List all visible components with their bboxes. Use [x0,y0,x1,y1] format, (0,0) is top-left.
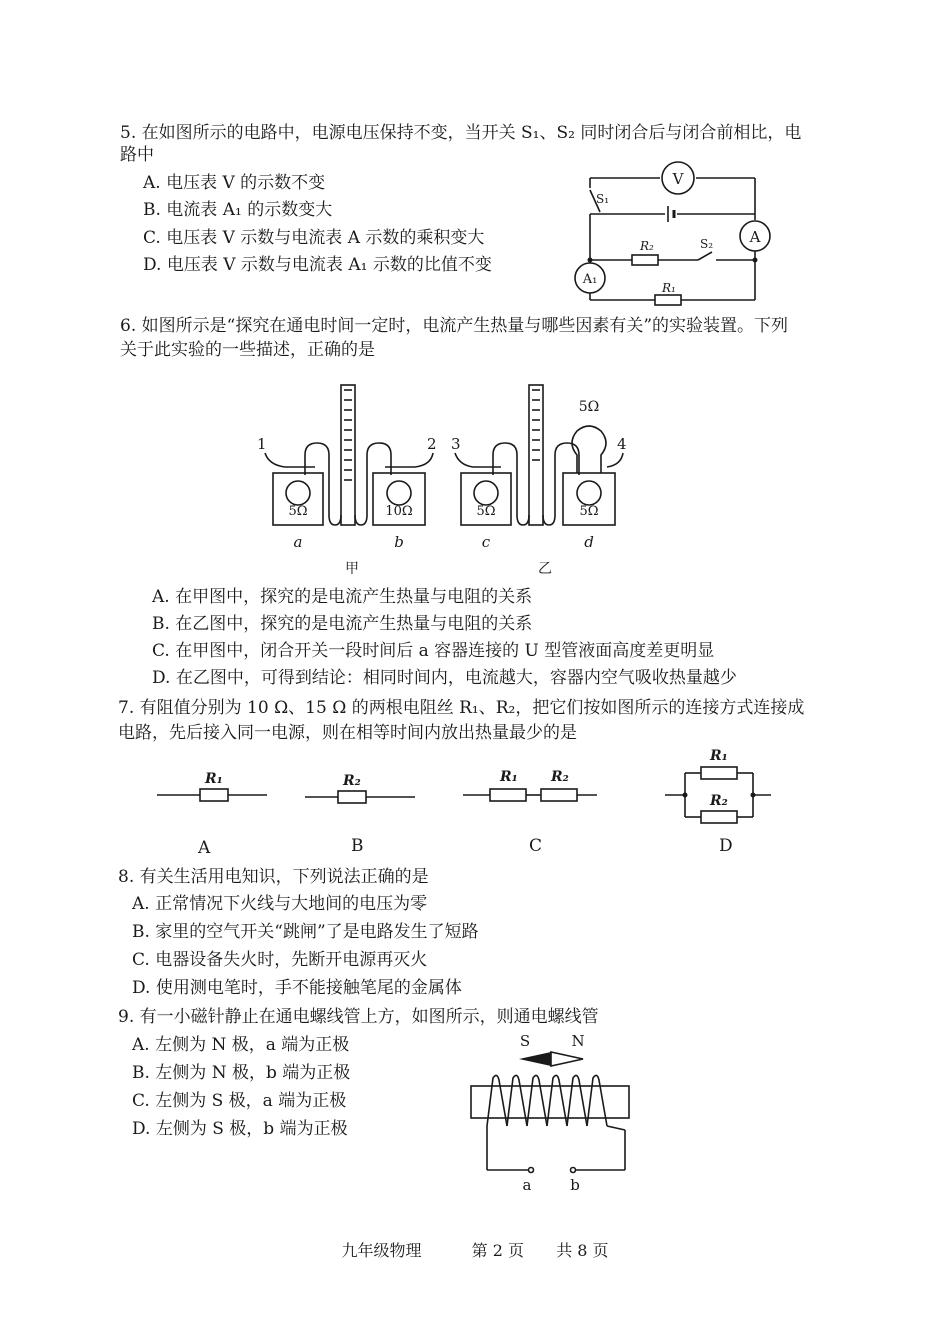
container-label-d: d [584,533,594,551]
q9-option-a: A. 左侧为 N 极，a 端为正极 [132,1035,350,1055]
q5-option-d: D. 电压表 V 示数与电流表 A₁ 示数的比值不变 [143,255,492,275]
figure-b-label: R₂ [343,773,361,789]
figure-d-label1: R₁ [710,748,728,764]
outer-resistor-coil [572,426,606,473]
outer-resistor-label: 5Ω [578,399,600,415]
q7-letter-c: C [529,836,543,856]
needle-s-label: S [519,1032,531,1050]
figure-b [305,773,415,803]
q8-stem: 8. 有关生活用电知识，下列说法正确的是 [118,867,429,887]
footer-subject: 九年级物理 [341,1241,422,1260]
figure-c [463,769,597,801]
compass-needle-left-icon [519,1052,551,1066]
q7-stem-line2: 电路，先后接入同一电源，则在相等时间内放出热量最少的是 [118,723,577,743]
resistor-r1-icon [655,295,681,305]
container-label-b: b [394,533,404,551]
q6-stem-line2: 关于此实验的一些描述，正确的是 [120,340,375,360]
q9-stem: 9. 有一小磁针静止在通电螺线管上方，如图所示，则通电螺线管 [118,1007,599,1027]
wire-label-1: 1 [257,435,267,453]
terminal-b [571,1168,576,1173]
resistor-r2-icon [632,255,658,265]
q9-option-d: D. 左侧为 S 极，b 端为正极 [132,1119,348,1139]
figure-c-resistor1 [490,789,526,801]
q7-letter-a: A [198,838,211,858]
resistor-a-label: 5Ω [288,504,308,519]
q5-stem-line2: 路中 [120,145,154,165]
figure-d-resistor2 [701,811,737,823]
figure-d [665,748,771,823]
voltmeter-label: V [672,170,684,188]
q7-letter-d: D [719,836,733,856]
figure-a-label: R₁ [205,771,223,787]
container-label-c: c [481,533,491,551]
wire-label-2: 2 [427,435,437,453]
q5-option-c: C. 电压表 V 示数与电流表 A 示数的乘积变大 [143,228,485,248]
q9-option-c: C. 左侧为 S 极，a 端为正极 [132,1091,347,1111]
switch-s2-icon [698,252,712,260]
footer-page: 第 2 页 [471,1241,524,1260]
q6-option-b: B. 在乙图中，探究的是电流产生热量与电阻的关系 [152,614,533,634]
q7-letter-b: B [351,836,364,856]
q8-option-d: D. 使用测电笔时，手不能接触笔尾的金属体 [132,978,462,998]
figure-d-label2: R₂ [710,793,728,809]
wire-label-4: 4 [617,435,627,453]
terminal-a [529,1168,534,1173]
figure-b-resistor [338,791,366,803]
q8-option-a: A. 正常情况下火线与大地间的电压为零 [132,894,428,914]
figure-a [157,771,267,801]
resistor-r2-label: R₂ [640,239,654,253]
resistor-b-label: 10Ω [385,504,413,519]
needle-n-label: N [571,1032,585,1050]
q5-circuit-diagram [560,160,800,310]
figure-c-resistor2 [541,789,577,801]
resistor-r1-label: R₁ [662,281,676,295]
terminal-a-label: a [522,1176,532,1194]
terminal-b-label: b [570,1176,580,1194]
q6-option-a: A. 在甲图中，探究的是电流产生热量与电阻的关系 [152,587,533,607]
figure-c-label2: R₂ [551,769,569,785]
ammeter-a1-label: A₁ [582,272,598,287]
page-footer [0,1238,950,1261]
resistor-c-label: 5Ω [476,504,496,519]
figure-d-resistor1 [701,767,737,779]
setup-yi [451,385,627,577]
setup-jia [257,385,437,577]
q9-option-b: B. 左侧为 N 极，b 端为正极 [132,1063,351,1083]
q8-option-b: B. 家里的空气开关“跳闸”了是电路发生了短路 [132,922,479,942]
ammeter-a-label: A [749,228,761,246]
caption-yi: 乙 [538,561,552,577]
q6-option-d: D. 在乙图中，可得到结论：相同时间内，电流越大，容器内空气吸收热量越少 [152,668,737,688]
switch-s2-label: S₂ [700,237,714,251]
container-label-a: a [293,533,303,551]
figure-a-resistor [200,789,228,801]
caption-jia: 甲 [345,561,359,577]
q7-stem-line1: 7. 有阻值分别为 10 Ω、15 Ω 的两根电阻丝 R₁、R₂，把它们按如图所示的连接方式连接成 [118,698,805,718]
q6-stem-line1: 6. 如图所示是“探究在通电时间一定时，电流产生热量与哪些因素有关”的实验装置。下列 [120,316,789,336]
q9-solenoid-diagram [465,1030,645,1195]
q6-experiment-diagram [255,385,645,585]
q5-option-a: A. 电压表 V 的示数不变 [143,173,326,193]
q7-circuit-figures [155,745,795,835]
switch-s1-label: S₁ [596,192,610,206]
footer-total: 共 8 页 [556,1241,609,1260]
q6-option-c: C. 在甲图中，闭合开关一段时间后 a 容器连接的 U 型管液面高度差更明显 [152,641,715,661]
resistor-d-label: 5Ω [579,504,599,519]
figure-c-label1: R₁ [500,769,518,785]
compass-needle-right-icon [551,1052,583,1066]
q5-stem-line1: 5. 在如图所示的电路中，电源电压保持不变，当开关 S₁、S₂ 同时闭合后与闭合前相比，电 [120,123,802,143]
q5-option-b: B. 电流表 A₁ 的示数变大 [143,200,333,220]
wire-label-3: 3 [451,435,461,453]
q8-option-c: C. 电器设备失火时，先断开电源再灭火 [132,950,428,970]
